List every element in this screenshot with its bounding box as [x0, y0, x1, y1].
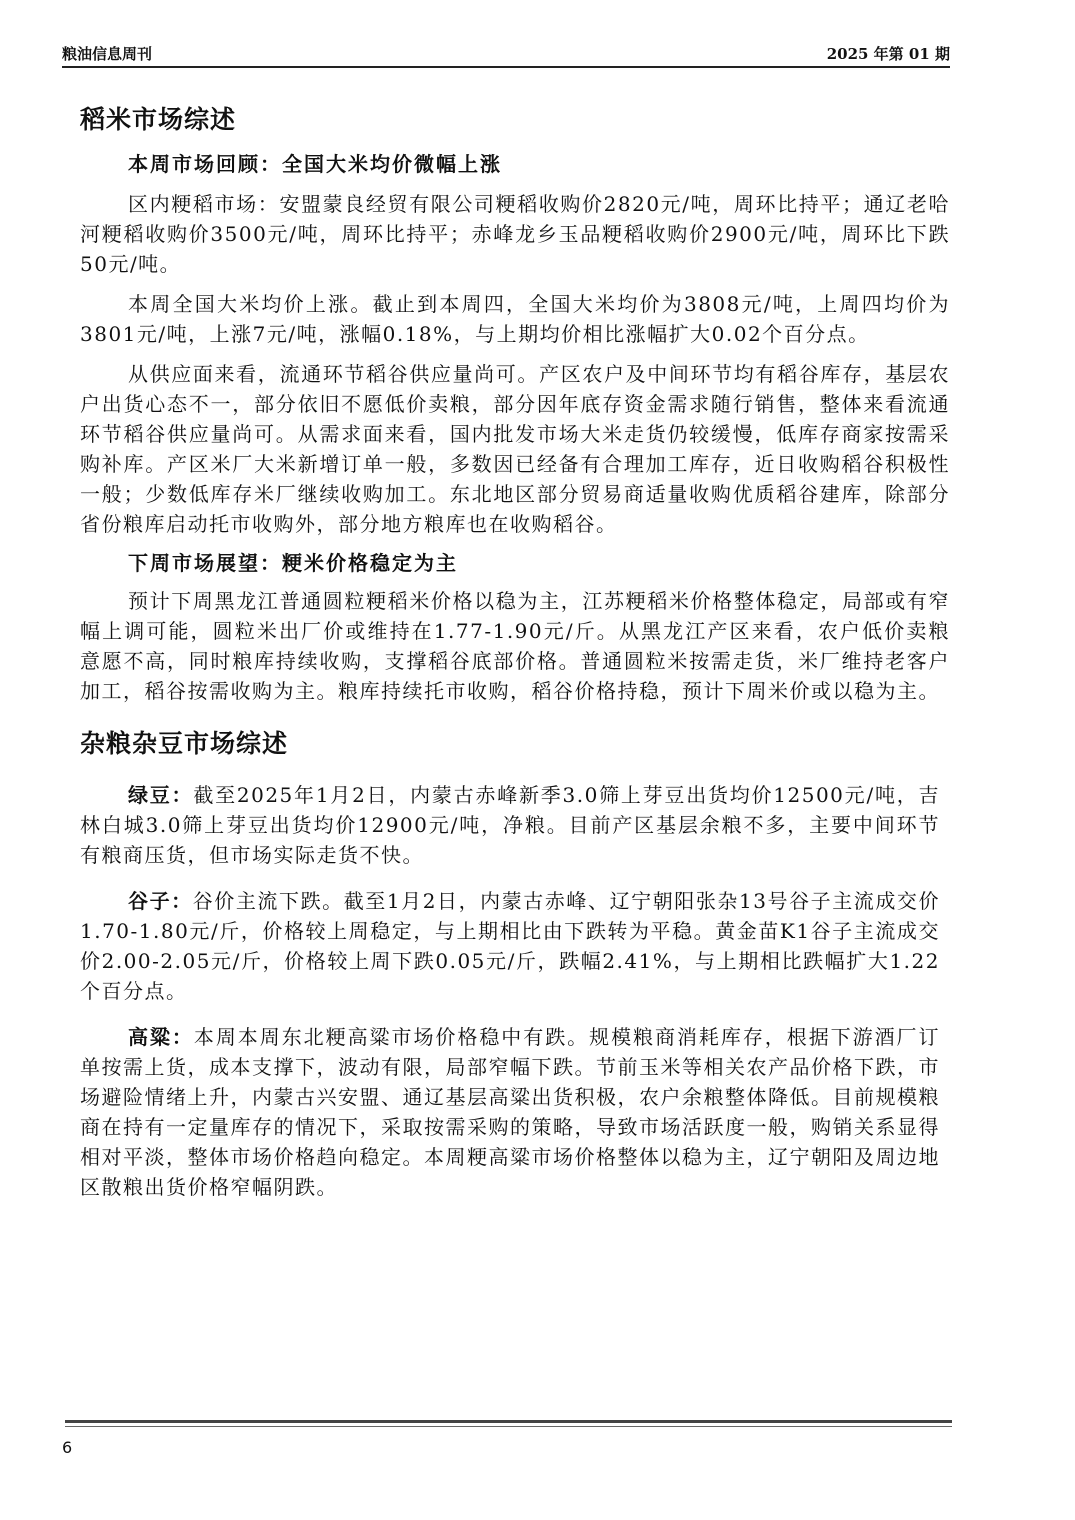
footer-divider-thin: [65, 1426, 952, 1427]
rice-paragraph-supply-demand: 从供应面来看，流通环节稻谷供应量尚可。产区农户及中间环节均有稻谷库存，基层农户出货心态不一，部分依旧不愿低价卖粮，部分因年底存资金需求随行销售，整体来看流通环节稻谷供应量尚可。从需求面来看，国内批发市场大米走货仍较缓慢，低库存商家按需采购补库。产区米厂大米新增订单一般，多数因已经备有合理加工库存，近日收购稻谷积极性一般；少数低库存米厂继续收购加工。东北地区部分贸易商适量收购优质稻谷建库，除部分省份粮库启动托市收购外，部分地方粮库也在收购稻谷。: [80, 362, 950, 536]
rice-paragraph-outlook: 预计下周黑龙江普通圆粒粳稻米价格以稳为主，江苏粳稻米价格整体稳定，局部或有窄幅上调可能，圆粒米出厂价或维持在1.77-1.90元/斤。从黑龙江产区来看，农户低价卖粮意愿不高，同时粮库持续收购，支撑稻谷底部价格。普通圆粒米按需走货，米厂维持老客户加工，稻谷按需收购为主。粮库持续托市收购，稻谷价格持稳，预计下周米价或以稳为主。: [80, 589, 950, 703]
article-body: [80, 98, 950, 1202]
millet-text: 谷价主流下跌。截至1月2日，内蒙古赤峰、辽宁朝阳张杂13号谷子主流成交价1.70-1.80元/斤，价格较上周稳定，与上期相比由下跌转为平稳。黄金苗K1谷子主流成交价2.00-2.05元/斤，价格较上周下跌0.05元/斤，跌幅2.41%，与上期相比跌幅扩大1.22个百分点。: [80, 889, 941, 1003]
rice-section-title: 稻米市场综述: [80, 105, 237, 134]
sorghum-label: 高粱：: [128, 1025, 194, 1049]
millet-label: 谷子：: [128, 889, 193, 913]
mungbean-paragraph: [80, 780, 950, 870]
sorghum-paragraph: [80, 1022, 950, 1202]
sorghum-text: 本周本周东北粳高粱市场价格稳中有跌。规模粮商消耗库存，根据下游酒厂订单按需上货，成本支撑下，波动有限，局部窄幅下跌。节前玉米等相关农产品价格下跌，市场避险情绪上升，内蒙古兴安盟、通辽基层高粱出货积极，农户余粮整体降低。目前规模粮商在持有一定量库存的情况下，采取按需采购的策略，导致市场活跃度一般，购销关系显得相对平淡，整体市场价格趋向稳定。本周粳高粱市场价格整体以稳为主，辽宁朝阳及周边地区散粮出货价格窄幅阴跌。: [80, 1025, 940, 1199]
mungbean-label: 绿豆：: [128, 783, 194, 807]
header-divider: [62, 66, 950, 68]
grains-section-title: 杂粮杂豆市场综述: [80, 729, 289, 758]
rice-paragraph-regional: 区内粳稻市场：安盟蒙良经贸有限公司粳稻收购价2820元/吨，周环比持平；通辽老哈河粳稻收购价3500元/吨，周环比持平；赤峰龙乡玉品粳稻收购价2900元/吨，周环比下跌50元/吨。: [80, 192, 950, 276]
next-week-outlook-heading: 下周市场展望：粳米价格稳定为主: [128, 551, 458, 575]
page-header: [62, 43, 950, 65]
issue-number: 2025 年第 01 期: [826, 45, 950, 63]
publication-name: 粮油信息周刊: [62, 45, 153, 63]
page-number: 6: [62, 1438, 73, 1457]
rice-paragraph-national-price: 本周全国大米均价上涨。截止到本周四，全国大米均价为3808元/吨，上周四均价为3801元/吨，上涨7元/吨，涨幅0.18%，与上期均价相比涨幅扩大0.02个百分点。: [80, 292, 950, 346]
millet-paragraph: [80, 886, 950, 1006]
weekly-review-heading: 本周市场回顾：全国大米均价微幅上涨: [128, 152, 502, 176]
mungbean-text: 截至2025年1月2日，内蒙古赤峰新季3.0筛上芽豆出货均价12500元/吨，吉林白城3.0筛上芽豆出货均价12900元/吨，净粮。目前产区基层余粮不多，主要中间环节有粮商压货，但市场实际走货不快。: [80, 783, 941, 867]
footer-divider-thick: [65, 1420, 952, 1423]
